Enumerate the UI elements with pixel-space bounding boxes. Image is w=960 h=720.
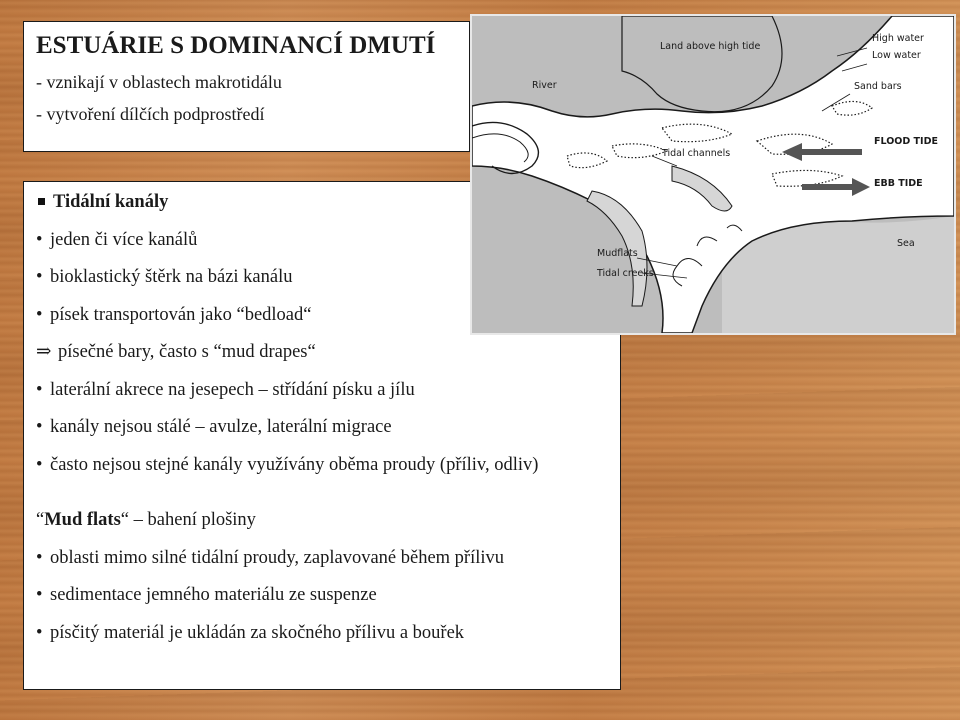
label-river: River xyxy=(532,80,557,91)
implies-arrow-icon: ⇒ xyxy=(36,342,52,362)
bullet-icon: • xyxy=(36,622,43,643)
list-item: • písek transportován jako “bedload“ xyxy=(36,304,312,325)
label-low-water: Low water xyxy=(872,50,921,61)
bullet-icon: • xyxy=(36,454,43,475)
label-high-water: High water xyxy=(872,33,924,44)
label-flood-tide: FLOOD TIDE xyxy=(874,136,938,147)
bullet-icon: • xyxy=(36,304,43,325)
section-heading-mud-flats: “Mud flats“ – bahení plošiny xyxy=(36,510,256,530)
bullet-icon: • xyxy=(36,585,43,605)
slide-title: ESTUÁRIE S DOMINANCÍ DMUTÍ xyxy=(36,32,436,59)
label-mudflats: Mudflats xyxy=(597,248,638,259)
list-item: • často nejsou stejné kanály využívány oběma proudy (příliv, odliv) xyxy=(36,454,539,475)
estuary-diagram-svg xyxy=(472,16,954,333)
list-item: ⇒ písečné bary, často s “mud drapes“ xyxy=(36,342,316,362)
label-land: Land above high tide xyxy=(660,41,761,52)
title-point-2: - vytvoření dílčích podprostředí xyxy=(36,104,265,124)
section-heading-tidal-channels: Tidální kanály xyxy=(36,192,608,212)
list-item: • jeden či více kanálů xyxy=(36,229,198,250)
square-bullet-icon xyxy=(38,198,45,205)
bullet-icon: • xyxy=(36,547,43,568)
label-tidal-channels: Tidal channels xyxy=(662,148,731,159)
label-sand-bars: Sand bars xyxy=(854,81,902,92)
title-point-1: - vznikají v oblastech makrotidálu xyxy=(36,72,282,92)
label-ebb-tide: EBB TIDE xyxy=(874,178,923,189)
label-sea: Sea xyxy=(897,238,915,249)
bullet-icon: • xyxy=(36,417,43,437)
list-item: • písčitý materiál je ukládán za skočného přílivu a bouřek xyxy=(36,622,465,643)
label-tidal-creeks: Tidal creeks xyxy=(597,268,654,279)
estuary-diagram xyxy=(470,14,956,335)
list-item: • laterální akrece na jesepech – střídání písku a jílu xyxy=(36,379,415,400)
bullet-icon: • xyxy=(36,267,43,287)
list-item: • oblasti mimo silné tidální proudy, zaplavované během přílivu xyxy=(36,547,505,568)
title-box xyxy=(23,21,470,152)
list-item: • sedimentace jemného materiálu ze suspenze xyxy=(36,585,377,605)
bullet-icon: • xyxy=(36,229,43,250)
list-item: • kanály nejsou stálé – avulze, laterální migrace xyxy=(36,417,392,437)
bullet-icon: • xyxy=(36,379,43,400)
list-item: • bioklastický štěrk na bázi kanálu xyxy=(36,267,293,287)
